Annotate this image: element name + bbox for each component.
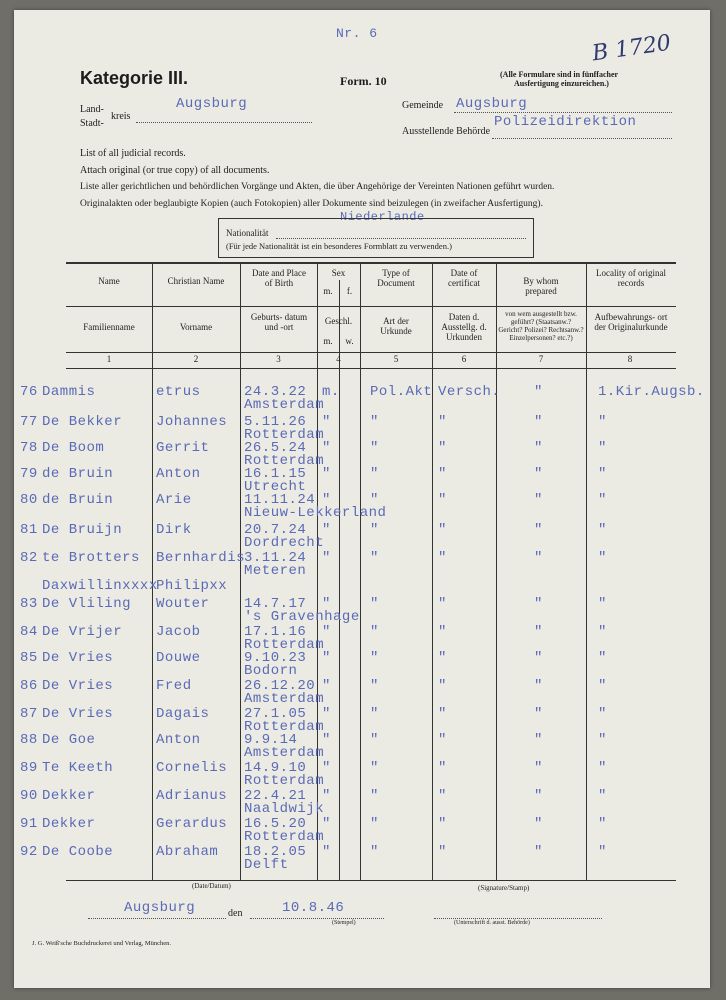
cell-sex: " xyxy=(322,466,331,482)
cell-sex: " xyxy=(322,596,331,612)
cell-first: etrus xyxy=(156,384,201,400)
cell-first: Anton xyxy=(156,466,201,482)
cell-cert: " xyxy=(438,624,447,640)
cell-date: 26.5.24 xyxy=(244,440,307,456)
cell-name: de Bruin xyxy=(42,492,114,508)
col-loc-de: Aufbewahrungs- ort der Originalurkunde xyxy=(594,312,668,332)
cell-sex: " xyxy=(322,788,331,804)
col-sex-m-de: m. xyxy=(323,336,333,346)
place-value: Augsburg xyxy=(124,900,196,916)
cell-by: " xyxy=(534,466,543,482)
cell-doc: " xyxy=(370,466,379,482)
cell-name: Dekker xyxy=(42,816,96,832)
cell-first: Philipxx xyxy=(156,578,228,594)
cell-by: " xyxy=(534,384,543,400)
kategorie-title: Kategorie III. xyxy=(80,68,189,88)
cell-first: Adrianus xyxy=(156,788,228,804)
cell-cert: " xyxy=(438,650,447,666)
cell-place: Amsterdam xyxy=(244,397,325,413)
col-first-de: Vorname xyxy=(179,322,213,332)
cell-cert: " xyxy=(438,440,447,456)
handwritten-annotation: B 1720 xyxy=(590,30,673,67)
cell-name: de Bruin xyxy=(42,466,114,482)
cell-name: De Goe xyxy=(42,732,96,748)
cell-first: Gerardus xyxy=(156,816,228,832)
col-sex-en: Sex xyxy=(331,268,346,278)
cell-place: Nieuw-Lekkerland xyxy=(244,505,387,521)
cell-name: De Bruijn xyxy=(42,522,123,538)
cell-by: " xyxy=(534,550,543,566)
col-name-num: 1 xyxy=(106,354,112,364)
col-by-de: von wem ausgestellt bzw. geführt? (Staatsanw.? Gericht? Polizei? Rechtsanw.? Einzelpersonen? etc.?) xyxy=(498,310,584,342)
cell-sex: " xyxy=(322,760,331,776)
place-dotted-line xyxy=(88,918,226,919)
cell-cert: " xyxy=(438,732,447,748)
col-cert-de: Daten d. Ausstellg. d. Urkunden xyxy=(441,312,487,342)
cell-nr: 91 xyxy=(20,816,38,832)
cell-cert: " xyxy=(438,596,447,612)
cell-place: Amsterdam xyxy=(244,745,325,761)
cell-name: De Vries xyxy=(42,706,114,722)
cell-loc: " xyxy=(598,650,607,666)
behoerde-dotted-line xyxy=(492,138,672,139)
formulare-note-1: (Alle Formulare sind in fünffacher xyxy=(500,70,619,79)
cell-by: " xyxy=(534,678,543,694)
cell-loc: 1.Kir.Augsb. xyxy=(598,384,705,400)
cell-name: Dekker xyxy=(42,788,96,804)
cell-sex: " xyxy=(322,678,331,694)
cell-place: Meteren xyxy=(244,563,307,579)
col-name-en: Name xyxy=(98,276,120,286)
sex-subdivider xyxy=(339,280,340,880)
cell-by: " xyxy=(534,844,543,860)
cell-first: Johannes xyxy=(156,414,228,430)
cell-doc: " xyxy=(370,492,379,508)
cell-first: Dagais xyxy=(156,706,210,722)
cell-name: Te Keeth xyxy=(42,760,114,776)
cell-first: Douwe xyxy=(156,650,201,666)
cell-nr: 90 xyxy=(20,788,38,804)
cell-by: " xyxy=(534,732,543,748)
kreis-value: Augsburg xyxy=(176,96,248,112)
cell-name: De Vries xyxy=(42,650,114,666)
cell-by: " xyxy=(534,788,543,804)
cell-loc: " xyxy=(598,440,607,456)
cell-cert: " xyxy=(438,466,447,482)
behoerde-label: Ausstellende Behörde xyxy=(402,126,491,137)
gemeinde-label: Gemeinde xyxy=(402,100,444,111)
kreis-label: kreis xyxy=(111,111,131,122)
den-label: den xyxy=(228,908,243,919)
cell-sex: " xyxy=(322,440,331,456)
stempel-label: (Stempel) xyxy=(332,920,356,926)
col-sex-num: 4 xyxy=(336,354,341,364)
cell-date: 5.11.26 xyxy=(244,414,307,430)
cell-cert: " xyxy=(438,844,447,860)
col-cert-en: Date of certificat xyxy=(448,268,480,288)
cell-loc: " xyxy=(598,624,607,640)
cell-nr: 81 xyxy=(20,522,38,538)
cell-name: De Vries xyxy=(42,678,114,694)
table-bottom-rule xyxy=(66,880,676,881)
col-birth-num: 3 xyxy=(276,354,281,364)
cell-loc: " xyxy=(598,788,607,804)
col-by-en: By whom prepared xyxy=(523,276,559,296)
form-number: Nr. 6 xyxy=(336,26,378,41)
cell-doc: " xyxy=(370,522,379,538)
cell-first: Bernhardis xyxy=(156,550,246,566)
cell-sex: " xyxy=(322,414,331,430)
nationality-dotted-line xyxy=(276,238,526,239)
gemeinde-dotted-line xyxy=(454,112,672,113)
cell-first: Dirk xyxy=(156,522,192,538)
cell-nr: 82 xyxy=(20,550,38,566)
cell-loc: " xyxy=(598,760,607,776)
cell-sex: " xyxy=(322,732,331,748)
cell-by: " xyxy=(534,816,543,832)
table-header-divider xyxy=(66,306,676,307)
cell-first: Gerrit xyxy=(156,440,210,456)
cell-first: Jacob xyxy=(156,624,201,640)
cell-loc: " xyxy=(598,678,607,694)
cell-cert: " xyxy=(438,678,447,694)
cell-name: Dammis xyxy=(42,384,96,400)
cell-loc: " xyxy=(598,522,607,538)
date-dotted-line xyxy=(250,918,384,919)
cell-sex: " xyxy=(322,650,331,666)
cell-cert: " xyxy=(438,816,447,832)
kreis-dotted-line xyxy=(136,122,312,123)
form-page xyxy=(14,10,710,988)
gemeinde-value: Augsburg xyxy=(456,96,528,112)
cell-name: De Vliling xyxy=(42,596,132,612)
cell-by: " xyxy=(534,414,543,430)
cell-doc: " xyxy=(370,550,379,566)
cell-place: Rotterdam xyxy=(244,829,325,845)
cell-cert: " xyxy=(438,492,447,508)
cell-date: 9.9.14 xyxy=(244,732,298,748)
cell-place: 's Gravenhage xyxy=(244,609,360,625)
cell-nr: 78 xyxy=(20,440,38,456)
cell-loc: " xyxy=(598,816,607,832)
formulare-note-2: Ausfertigung einzureichen.) xyxy=(514,79,609,88)
cell-doc: " xyxy=(370,706,379,722)
form-label: Form. 10 xyxy=(340,74,387,88)
cell-sex: " xyxy=(322,550,331,566)
cell-nr: 83 xyxy=(20,596,38,612)
cell-date: 26.12.20 xyxy=(244,678,316,694)
signature-label: (Signature/Stamp) xyxy=(478,884,530,892)
cell-doc: " xyxy=(370,678,379,694)
unterschrift-label: (Unterschrift d. ausst. Behörde) xyxy=(454,920,530,926)
cell-doc: " xyxy=(370,650,379,666)
cell-name: De Boom xyxy=(42,440,105,456)
cell-sex: " xyxy=(322,624,331,640)
cell-place: Dordrecht xyxy=(244,535,325,551)
col-loc-en: Locality of original records xyxy=(596,268,666,288)
date-label: (Date/Datum) xyxy=(192,882,231,890)
cell-date: 16.5.20 xyxy=(244,816,307,832)
nationality-label: Nationalität xyxy=(226,228,269,238)
col-cert-num: 6 xyxy=(461,354,467,364)
col-first-en: Christian Name xyxy=(167,276,225,286)
cell-loc: " xyxy=(598,732,607,748)
col-first-num: 2 xyxy=(193,354,199,364)
cell-by: " xyxy=(534,650,543,666)
land-label: Land- xyxy=(80,104,104,115)
cell-doc: " xyxy=(370,760,379,776)
col-by-num: 7 xyxy=(538,354,544,364)
cell-cert: " xyxy=(438,414,447,430)
cell-place: Delft xyxy=(244,857,289,873)
cell-name: Daxwillinxxxx xyxy=(42,578,158,594)
cell-loc: " xyxy=(598,844,607,860)
cell-by: " xyxy=(534,440,543,456)
cell-cert: " xyxy=(438,760,447,776)
cell-place: Utrecht xyxy=(244,479,307,495)
cell-nr: 92 xyxy=(20,844,38,860)
cell-doc: " xyxy=(370,816,379,832)
nationality-note: (Für jede Nationalität ist ein besonderes Formblatt zu verwenden.) xyxy=(226,241,452,251)
instruction-2: Attach original (or true copy) of all documents. xyxy=(80,165,270,176)
cell-first: Wouter xyxy=(156,596,210,612)
cell-nr: 85 xyxy=(20,650,38,666)
cell-loc: " xyxy=(598,492,607,508)
cell-date: 14.7.17 xyxy=(244,596,307,612)
cell-doc: " xyxy=(370,788,379,804)
cell-date: 22.4.21 xyxy=(244,788,307,804)
col-type-num: 5 xyxy=(393,354,399,364)
cell-cert: " xyxy=(438,788,447,804)
cell-nr: 77 xyxy=(20,414,38,430)
cell-by: " xyxy=(534,492,543,508)
cell-date: 18.2.05 xyxy=(244,844,307,860)
col-birth-en: Date and Place of Birth xyxy=(252,268,306,288)
cell-loc: " xyxy=(598,706,607,722)
col-sex-de: Geschl. xyxy=(324,316,353,326)
cell-place: Rotterdam xyxy=(244,773,325,789)
cell-nr: 76 xyxy=(20,384,38,400)
cell-place: Bodorn xyxy=(244,663,298,679)
cell-sex: " xyxy=(322,706,331,722)
cell-date: 14.9.10 xyxy=(244,760,307,776)
cell-doc: Pol.Akt xyxy=(370,384,433,400)
cell-name: De Coobe xyxy=(42,844,114,860)
instruction-3: Liste aller gerichtlichen und behördlichen Vorgänge und Akten, die über Angehörige der Vereinten Nationen geführt wurden. xyxy=(80,182,555,192)
col-type-de: Art der Urkunde xyxy=(380,316,412,336)
cell-by: " xyxy=(534,706,543,722)
cell-sex: " xyxy=(322,816,331,832)
cell-by: " xyxy=(534,624,543,640)
date-value: 10.8.46 xyxy=(282,900,345,916)
cell-date: 3.11.24 xyxy=(244,550,307,566)
cell-sex: " xyxy=(322,492,331,508)
cell-cert: " xyxy=(438,522,447,538)
cell-first: Fred xyxy=(156,678,192,694)
cell-cert: " xyxy=(438,550,447,566)
stadt-label: Stadt- xyxy=(80,118,104,129)
table-body-rule xyxy=(66,368,676,369)
col-sex-w-de: w. xyxy=(345,336,354,346)
cell-sex: m. xyxy=(322,384,340,400)
cell-place: Naaldwijk xyxy=(244,801,325,817)
table-top-rule xyxy=(66,262,676,264)
cell-by: " xyxy=(534,760,543,776)
cell-nr: 89 xyxy=(20,760,38,776)
col-sex-m: m. xyxy=(323,286,333,296)
cell-loc: " xyxy=(598,550,607,566)
cell-nr: 87 xyxy=(20,706,38,722)
cell-by: " xyxy=(534,596,543,612)
cell-date: 17.1.16 xyxy=(244,624,307,640)
cell-place: Rotterdam xyxy=(244,427,325,443)
col-birth-de: Geburts- datum und -ort xyxy=(250,312,308,332)
cell-nr: 86 xyxy=(20,678,38,694)
cell-date: 16.1.15 xyxy=(244,466,307,482)
col-type-en: Type of Document xyxy=(377,268,415,288)
instruction-1: List of all judicial records. xyxy=(80,148,186,159)
cell-nr: 80 xyxy=(20,492,38,508)
cell-doc: " xyxy=(370,414,379,430)
cell-date: 9.10.23 xyxy=(244,650,307,666)
cell-first: Anton xyxy=(156,732,201,748)
cell-nr: 84 xyxy=(20,624,38,640)
cell-place: Rotterdam xyxy=(244,453,325,469)
cell-nr: 79 xyxy=(20,466,38,482)
cell-first: Abraham xyxy=(156,844,219,860)
cell-date: 27.1.05 xyxy=(244,706,307,722)
cell-date: 20.7.24 xyxy=(244,522,307,538)
table-number-divider xyxy=(66,352,676,353)
cell-nr: 88 xyxy=(20,732,38,748)
cell-loc: " xyxy=(598,466,607,482)
cell-date: 11.11.24 xyxy=(244,492,316,508)
cell-first: Arie xyxy=(156,492,192,508)
cell-first: Cornelis xyxy=(156,760,228,776)
col-sex-f: f. xyxy=(346,286,353,296)
cell-place: Rotterdam xyxy=(244,719,325,735)
cell-cert: " xyxy=(438,706,447,722)
cell-name: De Vrijer xyxy=(42,624,123,640)
col-name-de: Familienname xyxy=(83,322,135,332)
cell-loc: " xyxy=(598,596,607,612)
cell-doc: " xyxy=(370,596,379,612)
cell-place: Amsterdam xyxy=(244,691,325,707)
cell-place: Rotterdam xyxy=(244,637,325,653)
instruction-4: Originalakten oder beglaubigte Kopien (auch Fotokopien) aller Dokumente sind beizulegen (in zweifacher Ausfertigung). xyxy=(80,199,543,209)
nationality-value: Niederlande xyxy=(340,210,425,224)
cell-date: 24.3.22 xyxy=(244,384,307,400)
cell-loc: " xyxy=(598,414,607,430)
behoerde-value: Polizeidirektion xyxy=(494,114,637,130)
cell-by: " xyxy=(534,522,543,538)
cell-cert: Versch. xyxy=(438,384,501,400)
cell-doc: " xyxy=(370,844,379,860)
printer-imprint: J. G. Weiß'sche Buchdruckerei und Verlag, München. xyxy=(32,940,172,947)
col-loc-num: 8 xyxy=(627,354,633,364)
cell-doc: " xyxy=(370,440,379,456)
cell-name: te Brotters xyxy=(42,550,140,566)
cell-sex: " xyxy=(322,844,331,860)
cell-name: De Bekker xyxy=(42,414,123,430)
cell-doc: " xyxy=(370,624,379,640)
signature-dotted-line xyxy=(434,918,602,919)
cell-doc: " xyxy=(370,732,379,748)
cell-sex: " xyxy=(322,522,331,538)
